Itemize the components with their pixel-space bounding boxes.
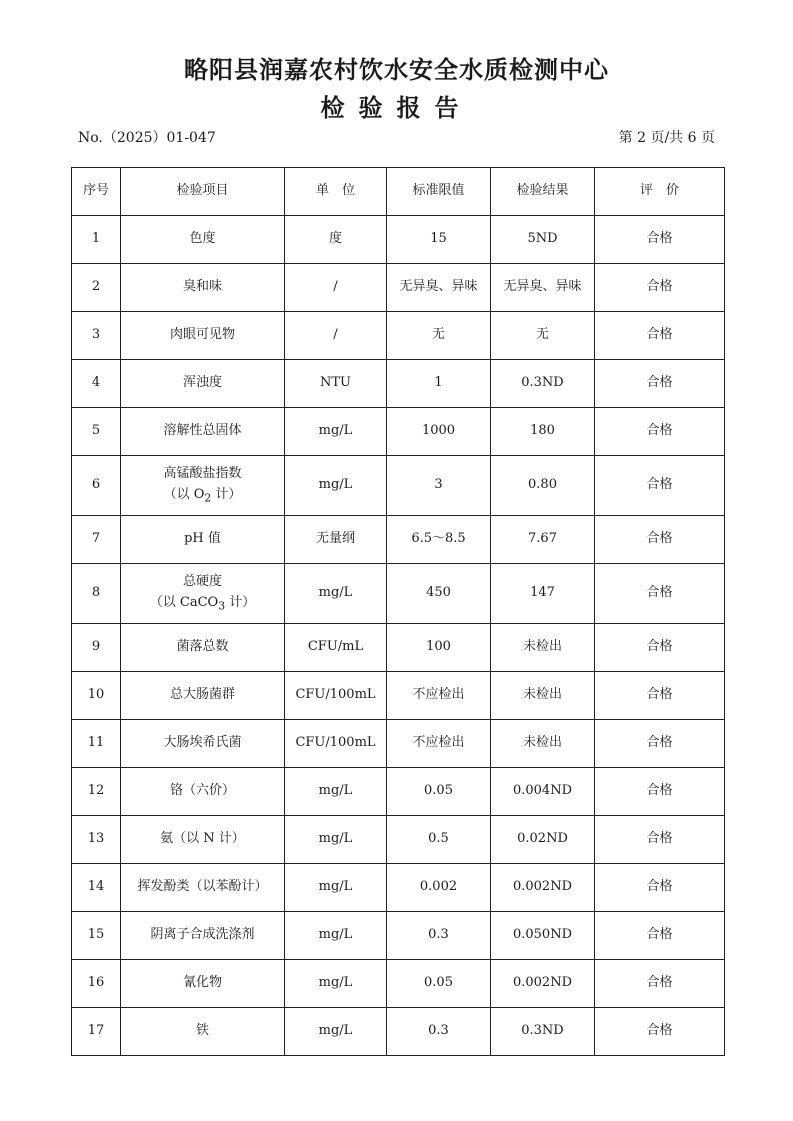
cell-result: 0.3ND [491, 360, 595, 408]
cell-item: 挥发酚类（以苯酚计） [121, 864, 285, 912]
cell-item-note [123, 593, 282, 615]
cell-no: 17 [72, 1008, 121, 1056]
cell-item: 臭和味 [121, 264, 285, 312]
cell-limit: 3 [387, 456, 491, 516]
cell-limit: 100 [387, 624, 491, 672]
cell-no: 5 [72, 408, 121, 456]
page-indicator: 第 2 页/共 6 页 [618, 130, 715, 146]
cell-result: 未检出 [491, 624, 595, 672]
cell-unit: / [285, 312, 387, 360]
table-row [72, 216, 725, 264]
cell-result: 0.002ND [491, 960, 595, 1008]
cell-no: 16 [72, 960, 121, 1008]
cell-result: 未检出 [491, 720, 595, 768]
cell-limit: 0.05 [387, 960, 491, 1008]
table-row [72, 360, 725, 408]
cell-item: 菌落总数 [121, 624, 285, 672]
cell-evaluation: 合格 [595, 564, 725, 624]
table-row [72, 312, 725, 360]
cell-item: 铁 [121, 1008, 285, 1056]
org-title: 略阳县润嘉农村饮水安全水质检测中心 [184, 56, 609, 84]
table-header-row [72, 168, 725, 216]
cell-evaluation: 合格 [595, 864, 725, 912]
cell-limit: 无异臭、异味 [387, 264, 491, 312]
cell-no: 15 [72, 912, 121, 960]
cell-result: 无 [491, 312, 595, 360]
cell-result: 0.3ND [491, 1008, 595, 1056]
cell-item: 氨（以 N 计） [121, 816, 285, 864]
document-title: 检验报告 [320, 94, 473, 122]
cell-limit: 1 [387, 360, 491, 408]
note-suffix: 计） [225, 594, 256, 610]
cell-limit: 0.3 [387, 1008, 491, 1056]
cell-result: 0.80 [491, 456, 595, 516]
cell-item-name: 总硬度 [182, 574, 222, 590]
cell-evaluation: 合格 [595, 720, 725, 768]
cell-item: 溶解性总固体 [121, 408, 285, 456]
cell-evaluation: 合格 [595, 216, 725, 264]
column-header-evaluation: 评 价 [595, 168, 725, 216]
inspection-results-table [71, 167, 725, 1056]
table-row [72, 624, 725, 672]
cell-unit: 无量纲 [285, 516, 387, 564]
cell-evaluation: 合格 [595, 912, 725, 960]
cell-result: 180 [491, 408, 595, 456]
table-row [72, 864, 725, 912]
cell-evaluation: 合格 [595, 1008, 725, 1056]
cell-evaluation: 合格 [595, 624, 725, 672]
cell-evaluation: 合格 [595, 768, 725, 816]
cell-no: 6 [72, 456, 121, 516]
cell-evaluation: 合格 [595, 816, 725, 864]
cell-evaluation: 合格 [595, 264, 725, 312]
note-suffix: 计） [211, 486, 242, 502]
cell-item: pH 值 [121, 516, 285, 564]
table-row [72, 720, 725, 768]
cell-limit: 0.3 [387, 912, 491, 960]
cell-unit: / [285, 264, 387, 312]
cell-result: 0.004ND [491, 768, 595, 816]
cell-no: 14 [72, 864, 121, 912]
note-subscript: 2 [204, 491, 212, 505]
cell-unit: CFU/mL [285, 624, 387, 672]
cell-result: 无异臭、异味 [491, 264, 595, 312]
cell-evaluation: 合格 [595, 408, 725, 456]
cell-result: 0.050ND [491, 912, 595, 960]
cell-no: 2 [72, 264, 121, 312]
cell-limit: 6.5～8.5 [387, 516, 491, 564]
cell-no: 9 [72, 624, 121, 672]
cell-unit: mg/L [285, 912, 387, 960]
table-row [72, 672, 725, 720]
seam-stamp-mark [776, 430, 790, 580]
cell-unit: mg/L [285, 816, 387, 864]
cell-item [121, 564, 285, 624]
cell-item: 氰化物 [121, 960, 285, 1008]
table-row [72, 564, 725, 624]
table-row [72, 456, 725, 516]
column-header-limit: 标准限值 [387, 168, 491, 216]
cell-unit: CFU/100mL [285, 672, 387, 720]
table-row [72, 960, 725, 1008]
cell-item: 色度 [121, 216, 285, 264]
table-row [72, 408, 725, 456]
cell-result: 7.67 [491, 516, 595, 564]
table-row [72, 516, 725, 564]
cell-no: 4 [72, 360, 121, 408]
table-row [72, 1008, 725, 1056]
cell-limit: 0.002 [387, 864, 491, 912]
table-row [72, 912, 725, 960]
cell-evaluation: 合格 [595, 960, 725, 1008]
cell-unit: CFU/100mL [285, 720, 387, 768]
cell-result: 147 [491, 564, 595, 624]
note-prefix: （以 O [163, 486, 205, 502]
cell-unit: NTU [285, 360, 387, 408]
table-row [72, 264, 725, 312]
table-row [72, 768, 725, 816]
cell-result: 5ND [491, 216, 595, 264]
cell-item: 大肠埃希氏菌 [121, 720, 285, 768]
cell-evaluation: 合格 [595, 360, 725, 408]
cell-item [121, 456, 285, 516]
cell-no: 12 [72, 768, 121, 816]
cell-evaluation: 合格 [595, 312, 725, 360]
cell-limit: 不应检出 [387, 672, 491, 720]
cell-evaluation: 合格 [595, 672, 725, 720]
cell-unit: mg/L [285, 768, 387, 816]
cell-unit: mg/L [285, 456, 387, 516]
cell-limit: 15 [387, 216, 491, 264]
cell-evaluation: 合格 [595, 516, 725, 564]
cell-no: 13 [72, 816, 121, 864]
cell-unit: mg/L [285, 1008, 387, 1056]
column-header-item: 检验项目 [121, 168, 285, 216]
cell-item: 阴离子合成洗涤剂 [121, 912, 285, 960]
note-subscript: 3 [218, 599, 226, 613]
cell-unit: mg/L [285, 564, 387, 624]
cell-no: 3 [72, 312, 121, 360]
cell-no: 1 [72, 216, 121, 264]
cell-no: 10 [72, 672, 121, 720]
cell-item: 铬（六价） [121, 768, 285, 816]
report-number: No.（2025）01-047 [78, 130, 216, 146]
cell-limit: 无 [387, 312, 491, 360]
cell-limit: 450 [387, 564, 491, 624]
column-header-no: 序号 [72, 168, 121, 216]
cell-item: 肉眼可见物 [121, 312, 285, 360]
cell-no: 7 [72, 516, 121, 564]
cell-evaluation: 合格 [595, 456, 725, 516]
cell-limit: 1000 [387, 408, 491, 456]
cell-item: 总大肠菌群 [121, 672, 285, 720]
cell-no: 11 [72, 720, 121, 768]
column-header-result: 检验结果 [491, 168, 595, 216]
cell-unit: mg/L [285, 960, 387, 1008]
cell-item-note [123, 485, 282, 507]
cell-unit: 度 [285, 216, 387, 264]
note-prefix: （以 CaCO [149, 594, 219, 610]
cell-result: 0.02ND [491, 816, 595, 864]
cell-no: 8 [72, 564, 121, 624]
cell-result: 未检出 [491, 672, 595, 720]
cell-unit: mg/L [285, 408, 387, 456]
cell-result: 0.002ND [491, 864, 595, 912]
cell-unit: mg/L [285, 864, 387, 912]
table-row [72, 816, 725, 864]
cell-limit: 0.05 [387, 768, 491, 816]
cell-item: 浑浊度 [121, 360, 285, 408]
cell-item-name: 高锰酸盐指数 [163, 466, 242, 482]
column-header-unit: 单 位 [285, 168, 387, 216]
cell-limit: 0.5 [387, 816, 491, 864]
cell-limit: 不应检出 [387, 720, 491, 768]
